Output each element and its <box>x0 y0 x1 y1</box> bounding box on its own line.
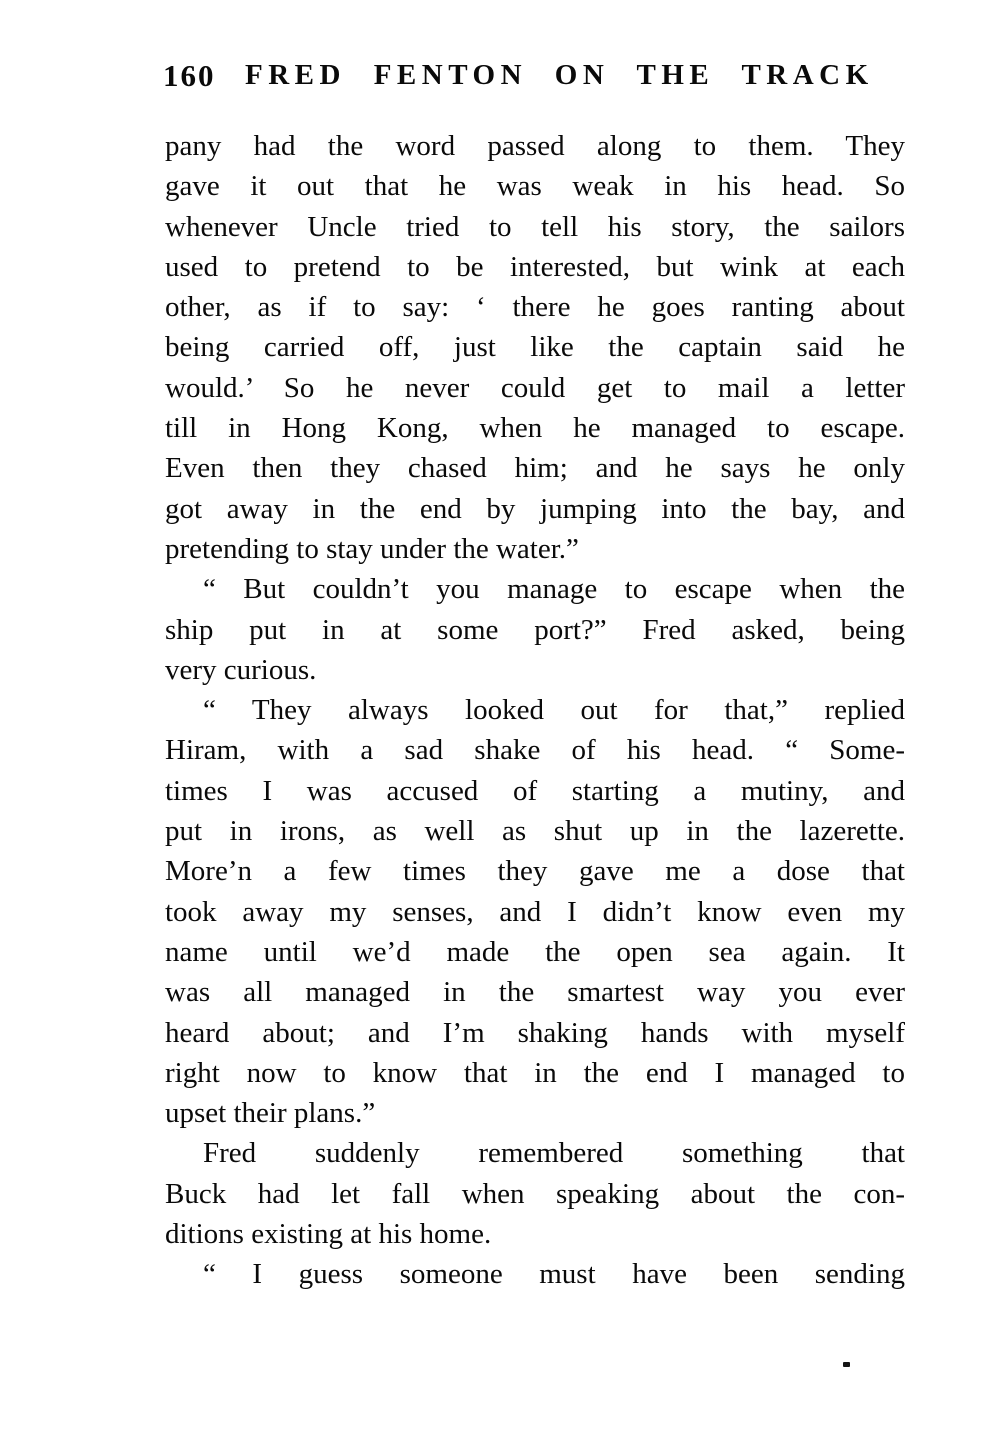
text-line: More’n a few times they gave me a dose that <box>165 855 905 888</box>
text-line: pany had the word passed along to them. They <box>165 130 905 162</box>
page-header <box>163 58 905 98</box>
text-line: very curious. <box>165 653 317 686</box>
text-line: “ They always looked out for that,” replied <box>203 694 905 727</box>
text-line: would.’ So he never could get to mail a letter <box>165 371 905 404</box>
page-number: 160 <box>163 58 216 93</box>
text-line: times I was accused of starting a mutiny, and <box>165 774 905 807</box>
text-line: other, as if to say: ‘ there he goes ranting about <box>165 291 905 324</box>
text-line: got away in the end by jumping into the bay, and <box>165 492 905 525</box>
text-line: Buck had let fall when speaking about the con- <box>165 1177 905 1210</box>
text-line: ditions existing at his home. <box>165 1218 492 1251</box>
text-line: being carried off, just like the captain said he <box>165 331 905 364</box>
text-line: was all managed in the smartest way you ever <box>165 976 905 1009</box>
text-line: gave it out that he was weak in his head. So <box>165 170 905 203</box>
text-line: “ I guess someone must have been sending <box>203 1258 905 1291</box>
text-line: Fred suddenly remembered something that <box>203 1137 905 1170</box>
text-line: heard about; and I’m shaking hands with myself <box>165 1016 905 1049</box>
text-line: Even then they chased him; and he says he only <box>165 452 905 485</box>
text-line: name until we’d made the open sea again. It <box>165 935 905 968</box>
text-line: used to pretend to be interested, but wink at each <box>165 250 905 283</box>
text-line: “ But couldn’t you manage to escape when the <box>203 573 905 606</box>
running-title: FRED FENTON ON THE TRACK <box>245 59 874 91</box>
text-line: pretending to stay under the water.” <box>165 532 579 565</box>
text-line: upset their plans.” <box>165 1097 376 1130</box>
text-line: Hiram, with a sad shake of his head. “ Some- <box>165 734 905 767</box>
text-line: ship put in at some port?” Fred asked, being <box>165 613 905 646</box>
text-line: whenever Uncle tried to tell his story, the sailors <box>165 210 905 243</box>
scan-speck-artifact <box>843 1362 850 1367</box>
body-text <box>165 126 905 1295</box>
text-line: right now to know that in the end I managed to <box>165 1056 905 1089</box>
text-line: put in irons, as well as shut up in the lazerette. <box>165 815 905 848</box>
text-line: till in Hong Kong, when he managed to escape. <box>165 412 905 445</box>
text-line: took away my senses, and I didn’t know even my <box>165 895 905 928</box>
